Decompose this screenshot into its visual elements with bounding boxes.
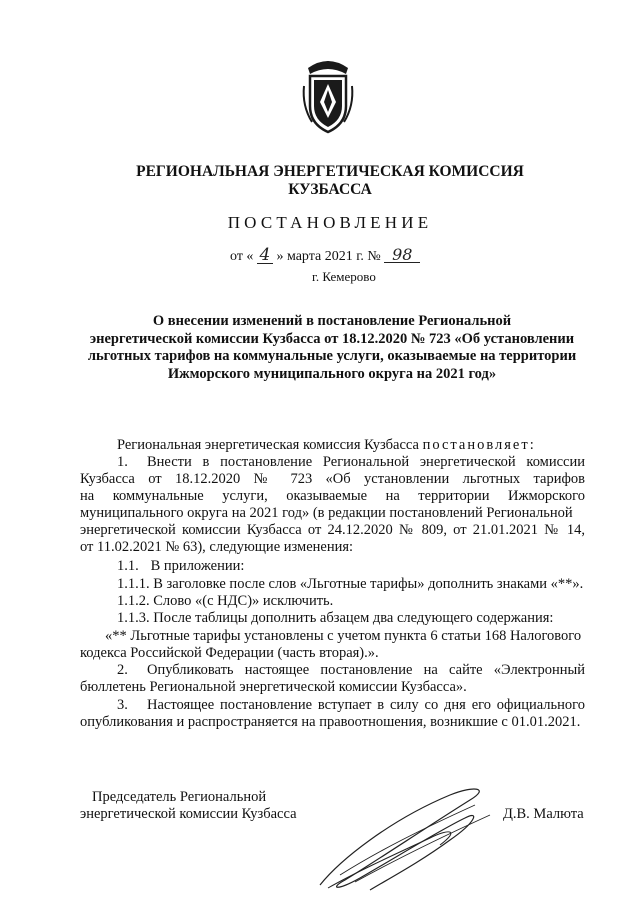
document-title <box>82 313 582 383</box>
signatory-position <box>80 789 297 823</box>
paragraph-1-1 <box>117 558 244 575</box>
document-type: ПОСТАНОВЛЕНИЕ <box>227 213 433 232</box>
paragraph-line: энергетической комиссии Кузбасса от 24.12.2020 № 809, от 21.01.2021 № 14, <box>80 522 585 538</box>
position-line: Председатель Региональной <box>92 789 267 805</box>
coat-of-arms-icon <box>298 56 358 136</box>
paragraph-line: бюллетень Региональной энергетической комиссии Кузбасса». <box>80 679 467 695</box>
signatory-name: Д.В. Малюта <box>503 806 584 822</box>
paragraph-line: на коммунальные услуги, оказываемые на территории Ижморского <box>80 488 585 504</box>
paragraph-1-1-1: 1.1.1. В заголовке после слов «Льготные тарифы» дополнить знаками «**». <box>117 576 584 592</box>
organization-name-line2: КУЗБАССА <box>288 181 372 198</box>
intro-paragraph <box>117 437 536 454</box>
paragraph-line: Кузбасса от 18.12.2020 № 723 «Об установлении льготных тарифов <box>80 471 585 487</box>
paragraph-1-1-3: 1.1.3. После таблицы дополнить абзацем два следующего содержания: <box>117 610 554 626</box>
paragraph-line: от 11.02.2021 № 63), следующие изменения: <box>80 539 354 555</box>
city: г. Кемерово <box>312 269 376 284</box>
date-day: 4 <box>257 248 273 264</box>
paragraph-2 <box>80 662 585 696</box>
paragraph-3 <box>80 697 585 731</box>
paragraph-number: 1.1. <box>117 558 139 574</box>
intro-verb: постановляет: <box>422 437 536 453</box>
paragraph-number: 1. <box>117 454 128 470</box>
paragraph-first-line: Настоящее постановление вступает в силу со дня его официального <box>147 697 585 713</box>
title-line: льготных тарифов на коммунальные услуги, оказываемые на территории <box>87 348 577 364</box>
position-line: энергетической комиссии Кузбасса <box>80 806 297 822</box>
intro-text: Региональная энергетическая комиссия Кузбасса <box>117 437 419 453</box>
paragraph-first-line: Опубликовать настоящее постановление на сайте «Электронный <box>147 662 585 678</box>
paragraph-first-line: Внести в постановление Региональной энергетической комиссии <box>147 454 585 470</box>
title-line: О внесении изменений в постановление Региональной <box>152 313 512 329</box>
document-number: 98 <box>384 247 420 263</box>
title-line: Ижморского муниципального округа на 2021 год» <box>167 365 497 382</box>
paragraph-line: муниципального округа на 2021 год» (в редакции постановлений Региональной <box>80 505 573 521</box>
date-middle: » марта 2021 г. № <box>276 249 381 264</box>
paragraph-line: опубликования и распространяется на правоотношения, возникшие с 01.01.2021. <box>80 714 581 730</box>
paragraph-1 <box>80 454 585 556</box>
title-line: энергетической комиссии Кузбасса от 18.12.2020 № 723 «Об установлении <box>89 330 575 347</box>
organization-name-line1: РЕГИОНАЛЬНАЯ ЭНЕРГЕТИЧЕСКАЯ КОМИССИЯ <box>136 163 524 180</box>
quoted-text-line2: кодекса Российской Федерации (часть вторая).». <box>80 645 379 661</box>
paragraph-number: 2. <box>117 662 128 678</box>
date-prefix: от « <box>230 249 254 264</box>
paragraph-number: 3. <box>117 697 128 713</box>
date-line <box>230 247 420 265</box>
paragraph-1-1-2: 1.1.2. Слово «(с НДС)» исключить. <box>117 593 334 609</box>
paragraph-text: В приложении: <box>150 558 245 574</box>
handwritten-signature <box>300 770 510 900</box>
quoted-text-line1: «** Льготные тарифы установлены с учетом пункта 6 статьи 168 Налогового <box>105 628 582 644</box>
